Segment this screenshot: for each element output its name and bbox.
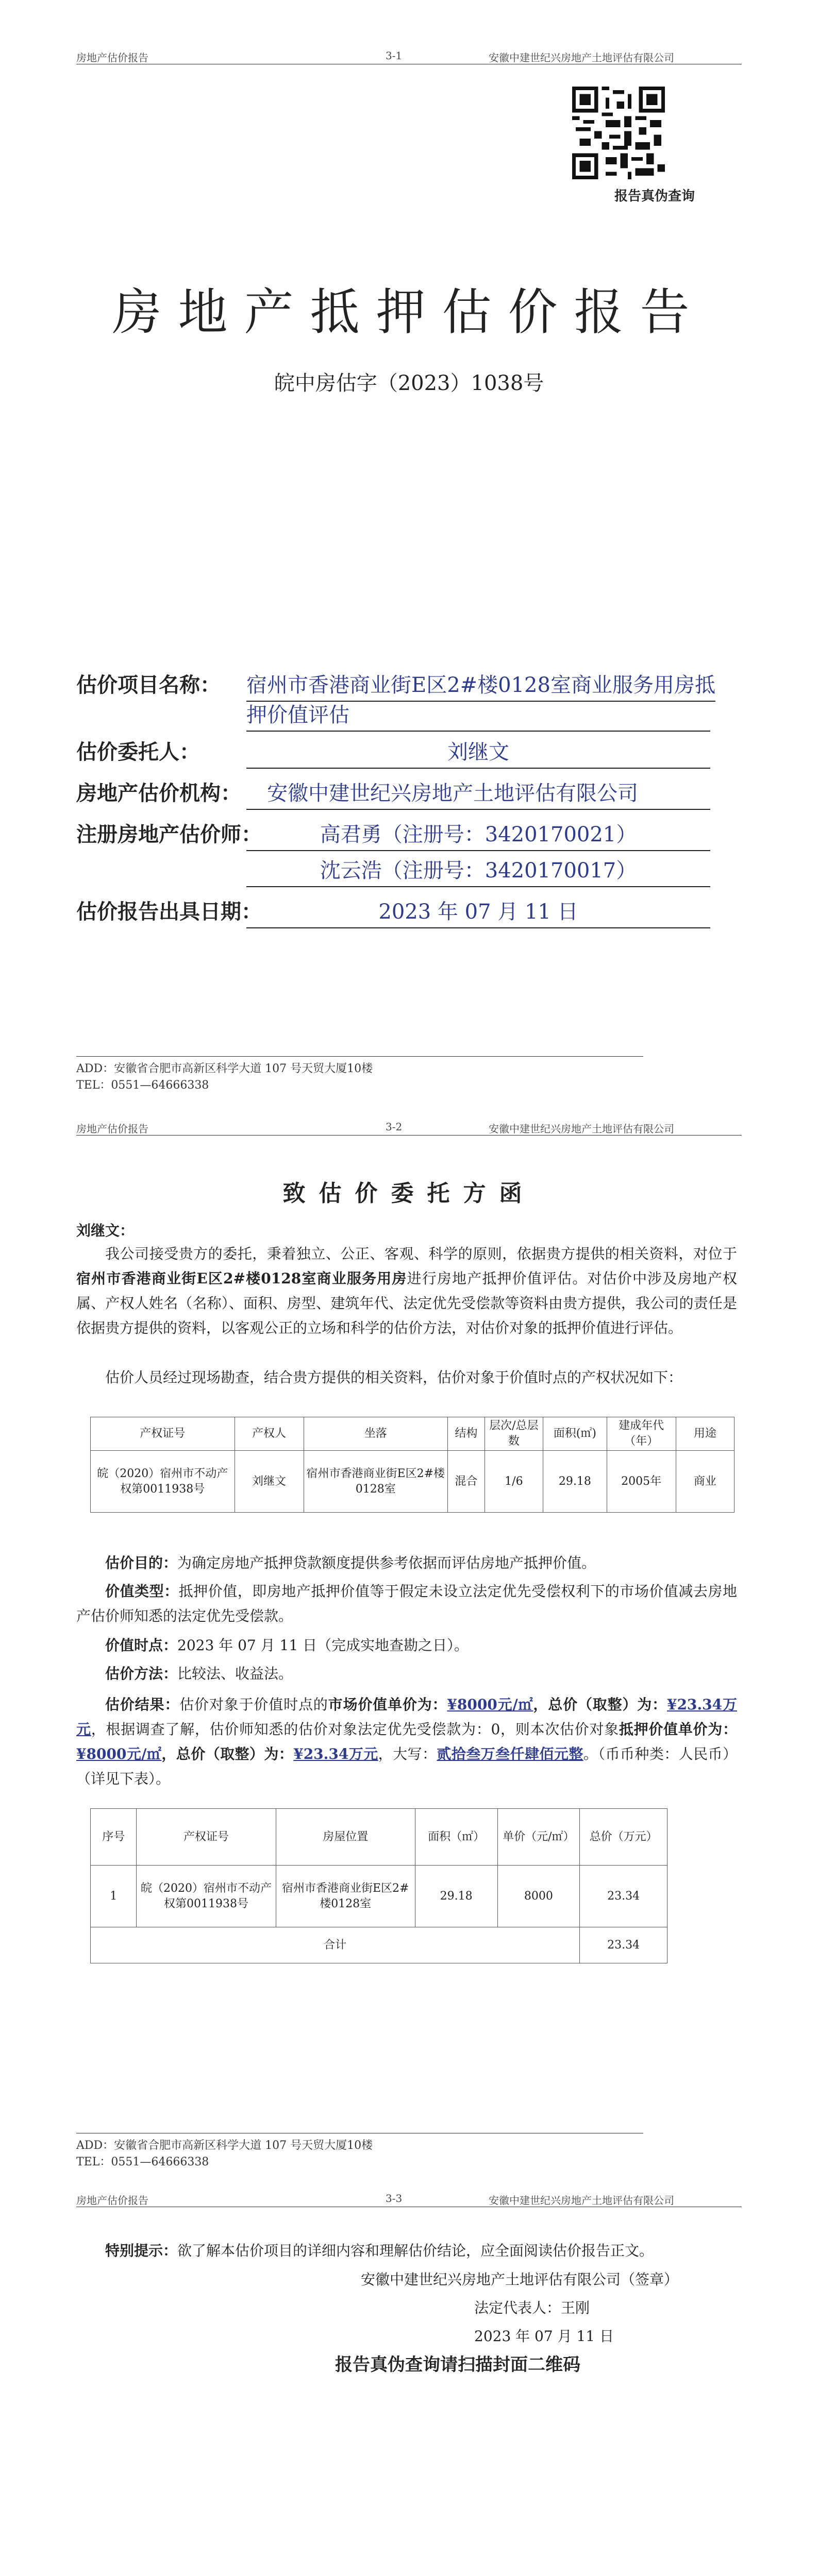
- purpose-text: 为确定房地产抵押贷款额度提供参考依据而评估房地产抵押价值。: [177, 1554, 596, 1571]
- agency-label: 房地产估价机构：: [76, 781, 241, 805]
- col-seq: 序号: [91, 1809, 137, 1866]
- purpose-paragraph: [76, 1551, 737, 1575]
- cell-total-price: 23.34: [580, 1866, 667, 1927]
- special-text: 欲了解本估价项目的详细内容和理解估价结论，应全面阅读估价报告正文。: [177, 2242, 654, 2259]
- currency-note: 。（币币种类：人民币）（详见下表）。: [76, 1745, 737, 1787]
- property-table-header: [91, 1417, 734, 1451]
- report-info: [76, 670, 746, 938]
- intro-paragraph: [76, 1242, 737, 1341]
- cell-cert-no: 皖（2020）宿州市不动产权第0011938号: [91, 1451, 235, 1513]
- company-seal: 安徽中建世纪兴房地产土地评估有限公司（签章）: [361, 2271, 679, 2288]
- col-owner: 产权人: [235, 1417, 304, 1451]
- header-left: 房地产估价报告: [76, 2194, 148, 2207]
- valuation-table: [90, 1808, 667, 1963]
- col-location: 坐落: [304, 1417, 448, 1451]
- value-type-paragraph: [76, 1579, 737, 1629]
- sign-date: 2023 年 07 月 11 日: [474, 2328, 614, 2345]
- issue-date-label: 估价报告出具日期：: [76, 900, 262, 924]
- header-left: 房地产估价报告: [76, 1123, 148, 1135]
- page2-footer: [76, 2133, 643, 2171]
- issue-date-value: 2023 年 07 月 11 日: [246, 896, 710, 928]
- property-table: [90, 1417, 734, 1513]
- header-company: 安徽中建世纪兴房地产土地评估有限公司: [489, 2194, 674, 2207]
- client-value: 刘继文: [246, 737, 710, 769]
- mortgage-unit-label: 抵押价值单价为：: [619, 1721, 737, 1738]
- cell-owner: 刘继文: [235, 1451, 304, 1513]
- salutation: 刘继文：: [76, 1222, 135, 1239]
- col-total-price: 总价（万元）: [580, 1809, 667, 1866]
- table-total-row: [91, 1927, 667, 1963]
- col-floor: 层次/总层数: [485, 1417, 543, 1451]
- cell-seq: 1: [91, 1866, 137, 1927]
- special-note: [76, 2239, 737, 2263]
- report-title: 房地产抵押估价报告: [112, 283, 706, 341]
- qr-code[interactable]: [572, 87, 665, 179]
- footer-rule: [76, 1056, 643, 1057]
- cell-built-year: 2005年: [607, 1451, 676, 1513]
- project-name-label: 估价项目名称：: [76, 673, 221, 697]
- cell-cert-no: 皖（2020）宿州市不动产权第0011938号: [137, 1866, 276, 1927]
- col-cert-no: 产权证号: [91, 1417, 235, 1451]
- table-row: [91, 1866, 667, 1927]
- cell-unit-price: 8000: [497, 1866, 580, 1927]
- valuation-table-header: [91, 1809, 667, 1866]
- mortgage-total-price: ¥23.34万元: [293, 1745, 378, 1762]
- report-number: 皖中房估字（2023）1038号: [274, 371, 544, 395]
- intro-text-c: 进行房地产抵押价值评估。对估价中涉及房地产权属、产权人姓名（名称）、面积、房型、建筑年代、法定优先受偿款等资料由贵方提供，我公司的责任是依据贵方提供的资料，以客观公正的立场和科学的估价方法，对估价对象的抵押价值进行评估。: [76, 1270, 737, 1336]
- col-cert-no: 产权证号: [137, 1809, 276, 1866]
- method-text: 比较法、收益法。: [177, 1665, 293, 1682]
- value-date-label: 价值时点：: [105, 1637, 178, 1654]
- uppercase-amount: 贰拾叁万叁仟肆佰元整: [437, 1745, 583, 1762]
- value-date-text: 2023 年 07 月 11 日（完成实地查勘之日）。: [177, 1637, 469, 1654]
- col-unit-price: 单价（元/㎡）: [497, 1809, 580, 1866]
- market-total-label: ，总价（取整）为：: [533, 1696, 667, 1713]
- cell-usage: 商业: [676, 1451, 734, 1513]
- agency-value: 安徽中建世纪兴房地产土地评估有限公司: [246, 778, 710, 810]
- col-location: 房屋位置: [276, 1809, 415, 1866]
- page2-header: [76, 1121, 742, 1138]
- table-row: [91, 1451, 734, 1513]
- header-page-no: 3-3: [386, 2192, 403, 2205]
- result-paragraph: [76, 1692, 737, 1791]
- method-label: 估价方法：: [105, 1665, 178, 1682]
- value-date-paragraph: [76, 1633, 737, 1658]
- col-area: 面积（㎡）: [415, 1809, 497, 1866]
- result-text-mid: ，根据调查了解，估价师知悉的估价对象法定优先受偿款为：0，则本次估价对象: [91, 1721, 619, 1738]
- cell-area: 29.18: [415, 1866, 497, 1927]
- method-paragraph: [76, 1662, 737, 1686]
- total-value: 23.34: [580, 1927, 667, 1963]
- market-unit-label: 市场价值单价为：: [328, 1696, 447, 1713]
- letter-title: 致估价委托方函: [282, 1180, 536, 1207]
- result-label: 估价结果：: [105, 1696, 180, 1713]
- cell-area: 29.18: [543, 1451, 607, 1513]
- project-name-value-cont: 押价值评估: [246, 700, 710, 732]
- header-page-no: 3-1: [386, 49, 403, 62]
- header-company: 安徽中建世纪兴房地产土地评估有限公司: [489, 1123, 674, 1135]
- client-label: 估价委托人：: [76, 740, 200, 764]
- legal-rep: 法定代表人：王刚: [474, 2299, 590, 2316]
- mortgage-total-label: ，总价（取整）为：: [161, 1745, 294, 1762]
- header-left: 房地产估价报告: [76, 52, 148, 64]
- special-label: 特别提示：: [105, 2242, 178, 2259]
- appraiser-value-1: 高君勇（注册号：3420170021）: [246, 819, 710, 851]
- appraiser-label: 注册房地产估价师：: [76, 822, 262, 846]
- property-address: 宿州市香港商业街E区2#楼0128室商业服务用房: [76, 1270, 407, 1287]
- qr-hint: 报告真伪查询请扫描封面二维码: [335, 2354, 580, 2375]
- cell-location: 宿州市香港商业街E区2#楼0128室: [304, 1451, 448, 1513]
- uppercase-label: ，大写：: [378, 1745, 437, 1762]
- result-text: 估价对象于价值时点的: [179, 1696, 328, 1713]
- col-built-year: 建成年代（年）: [607, 1417, 676, 1451]
- footer-tel: TEL：0551—64666338: [76, 2156, 209, 2168]
- qr-caption: 报告真伪查询: [614, 189, 695, 204]
- market-total-price: ¥23.34万元: [76, 1696, 737, 1738]
- cell-location: 宿州市香港商业街E区2#楼0128室: [276, 1866, 415, 1927]
- footer-address: ADD：安徽省合肥市高新区科学大道 107 号天贸大厦10楼: [76, 1062, 373, 1075]
- value-type-label: 价值类型：: [105, 1583, 179, 1600]
- col-structure: 结构: [448, 1417, 485, 1451]
- market-unit-price: ¥8000元/㎡: [447, 1696, 533, 1713]
- page1-header: [76, 49, 742, 67]
- header-company: 安徽中建世纪兴房地产土地评估有限公司: [489, 52, 674, 64]
- col-usage: 用途: [676, 1417, 734, 1451]
- cell-structure: 混合: [448, 1451, 485, 1513]
- footer-address: ADD：安徽省合肥市高新区科学大道 107 号天贸大厦10楼: [76, 2139, 373, 2152]
- purpose-label: 估价目的：: [105, 1554, 178, 1571]
- mortgage-unit-price: ¥8000元/㎡: [76, 1745, 162, 1762]
- col-area: 面积(㎡): [543, 1417, 607, 1451]
- value-type-text: 抵押价值，即房地产抵押价值等于假定未设立法定优先受偿权利下的市场价值减去房地产估价师知悉的法定优先受偿款。: [76, 1583, 737, 1624]
- intro-text-a: 我公司接受贵方的委托，秉着独立、公正、客观、科学的原则，依据贵方提供的相关资料，对位于: [105, 1245, 737, 1262]
- footer-tel: TEL：0551—64666338: [76, 1079, 209, 1092]
- total-label: 合计: [91, 1927, 580, 1963]
- header-rule: [76, 1135, 742, 1136]
- header-page-no: 3-2: [386, 1121, 403, 1133]
- page3-header: [76, 2192, 742, 2210]
- appraiser-value-2: 沈云浩（注册号：3420170017）: [246, 855, 710, 887]
- cell-floor: 1/6: [485, 1451, 543, 1513]
- page1-footer: [76, 1056, 643, 1094]
- survey-paragraph: 估价人员经过现场勘查，结合贵方提供的相关资料，估价对象于价值时点的产权状况如下：: [105, 1369, 683, 1386]
- project-name-value: 宿州市香港商业街E区2#楼0128室商业服务用房抵: [246, 670, 715, 702]
